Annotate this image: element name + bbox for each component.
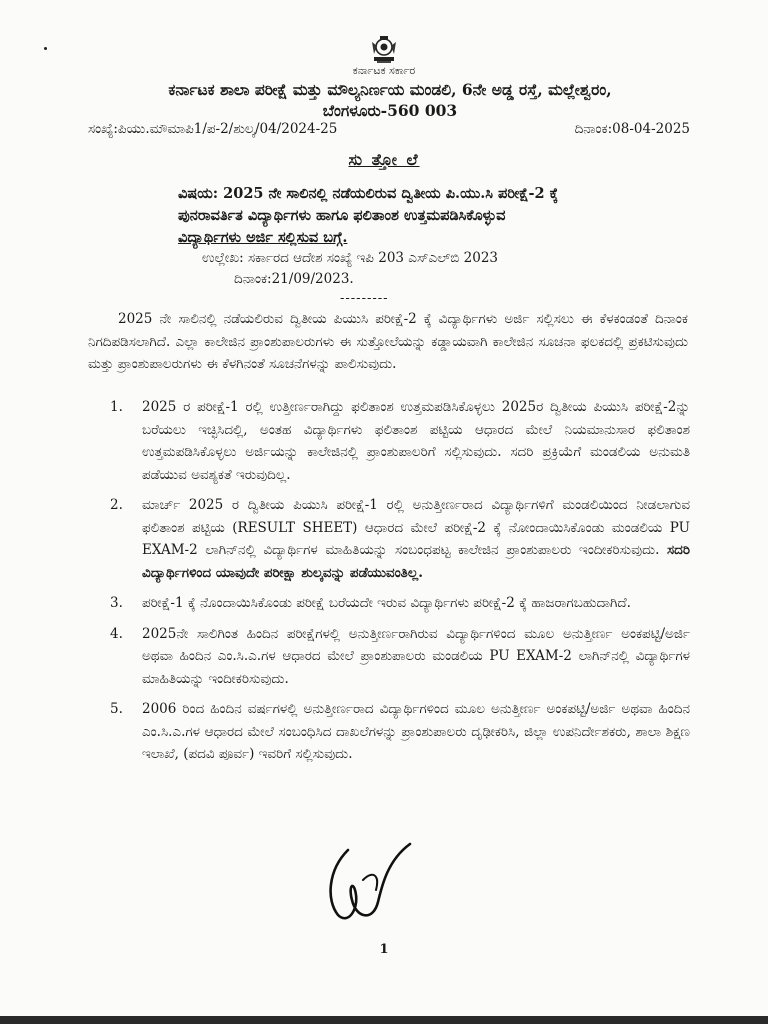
subject-line-3: ವಿದ್ಯಾರ್ಥಿಗಳು ಅರ್ಜಿ ಸಲ್ಲಿಸುವ ಬಗ್ಗೆ. (178, 229, 348, 246)
list-item (110, 623, 690, 691)
intro-paragraph: 2025 ನೇ ಸಾಲಿನಲ್ಲಿ ನಡೆಯಲಿರುವ ದ್ವಿತೀಯ ಪಿಯುಸಿ ಪರೀಕ್ಷೆ-2 ಕ್ಕೆ ವಿದ್ಯಾರ್ಥಿಗಳು ಅರ್ಜಿ ಸಲ್ಲಿಸಲು ಈ ಕೆಳಕಂಡಂತೆ ದಿನಾಂಕ ನಿಗದಿಪಡಿಸಲಾಗಿದೆ. ಎಲ್ಲಾ ಕಾಲೇಜಿನ ಪ್ರಾಂಶುಪಾಲರುಗಳು ಈ ಸುತ್ತೋಲೆಯನ್ನು ಕಡ್ಡಾಯವಾಗಿ ಕಾಲೇಜಿನ ಸೂಚನಾ ಫಲಕದಲ್ಲಿ ಪ್ರಕಟಿಸುವುದು ಮತ್ತು ಪ್ರಾಂಶುಪಾಲರುಗಳು ಈ ಕೆಳಗಿನಂತೆ ಸೂಚನೆಗಳನ್ನು ಪಾಲಿಸುವುದು. (88, 311, 688, 372)
item-note: ಸದರಿ ವಿದ್ಯಾರ್ಥಿಗಳಿಂದ ಯಾವುದೇ ಪರೀಕ್ಷಾ ಶುಲ್ಕವನ್ನು ಪಡೆಯುವಂತಿಲ್ಲ. (142, 542, 690, 581)
circular-title: ಸು ತ್ತೋ ಲೆ (348, 150, 420, 169)
handwritten-signature-icon (318, 840, 418, 930)
item-text: 2025ನೇ ಸಾಲಿಗಿಂತ ಹಿಂದಿನ ಪರೀಕ್ಷೆಗಳಲ್ಲಿ ಅನುತ್ತೀರ್ಣರಾಗಿರುವ ವಿದ್ಯಾರ್ಥಿಗಳಿಂದ ಮೂಲ ಅನುತ್ತೀರ್ಣ ಅಂಕಪಟ್ಟಿ/ಅರ್ಜಿ ಅಥವಾ ಹಿಂದಿನ ಎಂ.ಸಿ.ಎ.ಗಳ ಆಧಾರದ ಮೇಲೆ ಪ್ರಾಂಶುಪಾಲರು ಮಂಡಲಿಯ PU EXAM-2 ಲಾಗಿನ್‌ನಲ್ಲಿ ವಿದ್ಯಾರ್ಥಿಗಳ ಮಾಹಿತಿಯನ್ನು ಇಂದೀಕರಿಸುವುದು. (142, 625, 690, 687)
reference-line-2: ದಿನಾಂಕ:21/09/2023. (234, 271, 354, 287)
scan-edge (0, 1016, 768, 1024)
item-number: 4. (110, 625, 123, 642)
board-name-line: ಕರ್ನಾಟಕ ಶಾಲಾ ಪರೀಕ್ಷೆ ಮತ್ತು ಮೌಲ್ಯನಿರ್ಣಯ ಮಂಡಲಿ, 6ನೇ ಅಡ್ಡ ರಸ್ತೆ, ಮಲ್ಲೇಶ್ವರಂ, (168, 80, 612, 99)
reference-row (88, 121, 690, 137)
board-city-line: ಬೆಂಗಳೂರು-560 003 (322, 101, 458, 120)
item-number: 5. (110, 701, 123, 717)
item-number: 3. (110, 595, 123, 611)
karnataka-emblem-icon (368, 34, 400, 64)
board-address (120, 79, 660, 121)
list-item (110, 396, 690, 486)
list-item (110, 592, 690, 615)
reference-number: ಸಂಖ್ಯೆ:ಪಿಯು.ಮೌಮಾಪಿ1/ಪ-2/ಶುಲ್ಕ/04/2024-25 (88, 121, 338, 137)
item-number: 2. (110, 497, 123, 513)
separator-line: --------- (340, 291, 389, 306)
subject-block (178, 183, 638, 249)
instruction-list (110, 396, 690, 774)
subject-line-1: ವಿಷಯ: 2025 ನೇ ಸಾಲಿನಲ್ಲಿ ನಡೆಯಲಿರುವ ದ್ವಿತೀಯ ಪಿ.ಯು.ಸಿ ಪರೀಕ್ಷೆ-2 ಕ್ಕೆ (178, 185, 559, 202)
scan-speck (44, 47, 47, 50)
list-item (110, 698, 690, 766)
government-label: ಕರ್ನಾಟಕ ಸರ್ಕಾರ (352, 64, 416, 77)
reference-block (202, 248, 602, 290)
item-text: ಪರೀಕ್ಷೆ-1 ಕ್ಕೆ ನೊಂದಾಯಿಸಿಕೊಂಡು ಪರೀಕ್ಷೆ ಬರೆಯದೇ ಇರುವ ವಿದ್ಯಾರ್ಥಿಗಳು ಪರೀಕ್ಷೆ-2 ಕ್ಕೆ ಹಾಜರಾಗಬಹುದಾಗಿದೆ. (142, 595, 631, 611)
list-item (110, 494, 690, 584)
reference-line-1: ಉಲ್ಲೇಖ: ಸರ್ಕಾರದ ಆದೇಶ ಸಂಖ್ಯೆ ಇಪಿ 203 ಎಸ್‌ಎಲ್‌ಬಿ 2023 (202, 250, 499, 266)
item-text: ಮಾರ್ಚ್ 2025 ರ ದ್ವಿತೀಯ ಪಿಯುಸಿ ಪರೀಕ್ಷೆ-1 ರಲ್ಲಿ ಅನುತ್ತೀರ್ಣರಾದ ವಿದ್ಯಾರ್ಥಿಗಳಿಗೆ ಮಂಡಲಿಯಿಂದ ನೀಡಲಾಗುವ ಫಲಿತಾಂಶ ಪಟ್ಟಿಯ (RESULT SHEET) ಆಧಾರದ ಮೇಲೆ ಪರೀಕ್ಷೆ-2 ಕ್ಕೆ ನೋಂದಾಯಿಸಿಕೊಂಡು ಮಂಡಲಿಯ PU EXAM-2 ಲಾಗಿನ್‌ನಲ್ಲಿ ವಿದ್ಯಾರ್ಥಿಗಳ ಮಾಹಿತಿಯನ್ನು ಸಂಬಂಧಪಟ್ಟ ಕಾಲೇಜಿನ ಪ್ರಾಂಶುಪಾಲರು ಇಂದೀಕರಿಸುವುದು. (142, 497, 690, 558)
item-text: 2006 ರಿಂದ ಹಿಂದಿನ ವರ್ಷಗಳಲ್ಲಿ ಅನುತ್ತೀರ್ಣರಾದ ವಿದ್ಯಾರ್ಥಿಗಳಿಂದ ಮೂಲ ಅನುತ್ತೀರ್ಣ ಅಂಕಪಟ್ಟಿ/ಅರ್ಜಿ ಅಥವಾ ಹಿಂದಿನ ಎಂ.ಸಿ.ಎ.ಗಳ ಆಧಾರದ ಮೇಲೆ ಸಂಬಂಧಿಸಿದ ದಾಖಲೆಗಳನ್ನು ಪ್ರಾಂಶುಪಾಲರು ದೃಢೀಕರಿಸಿ, ಜಿಲ್ಲಾ ಉಪನಿರ್ದೇಶಕರು, ಶಾಲಾ ಶಿಕ್ಷಣ ಇಲಾಖೆ, (ಪದವಿ ಪೂರ್ವ) ಇವರಿಗೆ ಸಲ್ಲಿಸುವುದು. (142, 701, 690, 762)
page-number: 1 (379, 942, 389, 957)
subject-line-2: ಪುನರಾವರ್ತಿತ ವಿದ್ಯಾರ್ಥಿಗಳು ಹಾಗೂ ಫಲಿತಾಂಶ ಉತ್ತಮಪಡಿಸಿಕೊಳ್ಳುವ (178, 207, 506, 224)
item-number: 1. (110, 399, 123, 415)
issue-date: ದಿನಾಂಕ:08-04-2025 (574, 121, 690, 137)
item-text: 2025 ರ ಪರೀಕ್ಷೆ-1 ರಲ್ಲಿ ಉತ್ತೀರ್ಣರಾಗಿದ್ದು ಫಲಿತಾಂಶ ಉತ್ತಮಪಡಿಸಿಕೊಳ್ಳಲು 2025ರ ದ್ವಿತೀಯ ಪಿಯುಸಿ ಪರೀಕ್ಷೆ-2ನ್ನು ಬರೆಯಲು ಇಚ್ಛಿಸಿದಲ್ಲಿ, ಅಂತಹ ವಿದ್ಯಾರ್ಥಿಗಳು ಫಲಿತಾಂಶ ಪಟ್ಟಿಯ ಆಧಾರದ ಮೇಲೆ ನಿಯಮಾನುಸಾರ ಫಲಿತಾಂಶ ಉತ್ತಮಪಡಿಸಿಕೊಳ್ಳಲು ಅರ್ಜಿಯನ್ನು ಕಾಲೇಜಿನಲ್ಲಿ ಪ್ರಾಂಶುಪಾಲರಿಗೆ ಸಲ್ಲಿಸುವುದು. ಸದರಿ ಪ್ರಕ್ರಿಯೆಗೆ ಮಂಡಲಿಯ ಅನುಮತಿ ಪಡೆಯುವ ಅವಶ್ಯಕತೆ ಇರುವುದಿಲ್ಲ. (142, 399, 690, 483)
